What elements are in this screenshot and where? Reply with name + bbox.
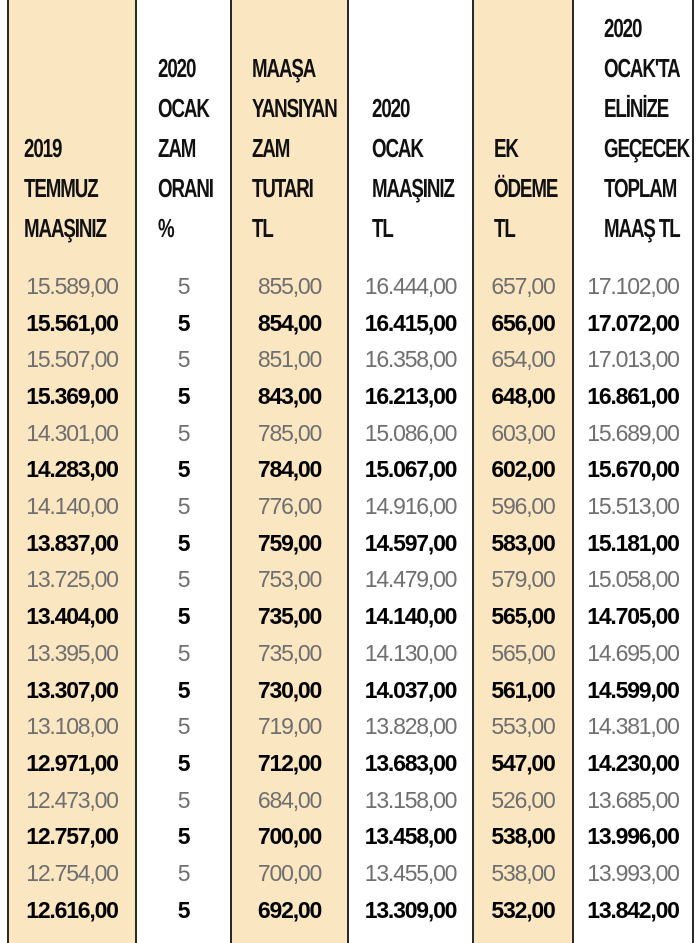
cell-total: 13.996,00 (587, 823, 679, 850)
header-line: MAAŞINIZ (372, 173, 454, 203)
header-line: EK (494, 133, 518, 163)
cell-rate: 5 (177, 382, 190, 409)
cell-2020-salary: 15.086,00 (364, 419, 457, 446)
cell-2020-salary: 16.415,00 (364, 309, 457, 336)
header-line: MAAŞA (252, 53, 316, 83)
header-line: OCAK (372, 133, 423, 163)
cell-raise-amount: 719,00 (257, 713, 322, 740)
header-2019-temmuz-maasiniz (16, 0, 134, 248)
header-line: TL (372, 213, 393, 243)
cell-extra-payment: 532,00 (491, 896, 555, 923)
cell-total: 17.013,00 (587, 346, 679, 373)
cell-2020-salary: 16.444,00 (364, 272, 457, 299)
header-line: 2020 (372, 93, 410, 123)
table-row (0, 598, 700, 635)
table-row (0, 341, 700, 378)
header-line: TL (252, 213, 273, 243)
cell-extra-payment: 538,00 (491, 860, 555, 887)
cell-total: 14.599,00 (587, 676, 679, 703)
cell-2019-salary: 13.404,00 (26, 603, 118, 630)
cell-2019-salary: 13.837,00 (26, 529, 118, 556)
header-line: ÖDEME (494, 173, 558, 203)
header-2020-ocak-zam-orani (150, 0, 232, 248)
cell-2019-salary: 14.283,00 (26, 456, 118, 483)
table-row (0, 892, 700, 929)
cell-extra-payment: 526,00 (491, 786, 555, 813)
table-row (0, 305, 700, 342)
header-line: OCAK'TA (604, 53, 680, 83)
cell-raise-amount: 730,00 (257, 676, 322, 703)
cell-extra-payment: 561,00 (491, 676, 555, 703)
cell-extra-payment: 656,00 (491, 309, 555, 336)
cell-total: 13.993,00 (587, 860, 679, 887)
header-line: ZAM (252, 133, 290, 163)
cell-rate: 5 (177, 896, 190, 923)
cell-2020-salary: 13.458,00 (364, 823, 457, 850)
header-line: ORANI (158, 173, 213, 203)
cell-raise-amount: 692,00 (257, 896, 322, 923)
cell-2020-salary: 16.358,00 (364, 346, 457, 373)
cell-raise-amount: 784,00 (257, 456, 322, 483)
table-row (0, 452, 700, 489)
cell-extra-payment: 602,00 (491, 456, 555, 483)
table-row (0, 745, 700, 782)
cell-rate: 5 (177, 786, 190, 813)
table-row (0, 855, 700, 892)
cell-2020-salary: 14.037,00 (364, 676, 457, 703)
cell-raise-amount: 700,00 (257, 860, 322, 887)
cell-total: 14.230,00 (587, 749, 679, 776)
cell-2019-salary: 12.616,00 (26, 896, 118, 923)
cell-2020-salary: 13.828,00 (364, 713, 457, 740)
cell-rate: 5 (177, 566, 190, 593)
table-row (0, 708, 700, 745)
cell-raise-amount: 735,00 (257, 603, 322, 630)
cell-raise-amount: 855,00 (257, 272, 322, 299)
cell-2019-salary: 15.589,00 (26, 272, 118, 299)
header-line: MAAŞINIZ (24, 213, 106, 243)
cell-2019-salary: 13.307,00 (26, 676, 118, 703)
cell-2020-salary: 13.683,00 (364, 749, 457, 776)
cell-extra-payment: 565,00 (491, 603, 555, 630)
header-line: ZAM (158, 133, 196, 163)
header-2020-ocak-maasiniz (364, 0, 472, 248)
cell-rate: 5 (177, 309, 190, 336)
cell-raise-amount: 759,00 (257, 529, 322, 556)
cell-total: 15.513,00 (587, 493, 679, 520)
cell-extra-payment: 603,00 (491, 419, 555, 446)
header-line: ELİNİZE (604, 93, 669, 123)
cell-2019-salary: 15.369,00 (26, 382, 118, 409)
cell-extra-payment: 565,00 (491, 639, 555, 666)
cell-rate: 5 (177, 529, 190, 556)
cell-rate: 5 (177, 713, 190, 740)
cell-2020-salary: 13.309,00 (364, 896, 457, 923)
header-line: 2020 (158, 53, 196, 83)
header-line: 2019 (24, 133, 62, 163)
cell-raise-amount: 712,00 (257, 749, 322, 776)
table-row (0, 525, 700, 562)
table-row (0, 782, 700, 819)
cell-total: 16.861,00 (587, 382, 679, 409)
cell-raise-amount: 843,00 (257, 382, 322, 409)
cell-2020-salary: 13.455,00 (364, 860, 457, 887)
header-ek-odeme (486, 0, 572, 248)
cell-2020-salary: 14.916,00 (364, 493, 457, 520)
cell-rate: 5 (177, 346, 190, 373)
cell-rate: 5 (177, 749, 190, 776)
cell-extra-payment: 547,00 (491, 749, 555, 776)
table-row (0, 488, 700, 525)
cell-raise-amount: 851,00 (257, 346, 322, 373)
cell-raise-amount: 785,00 (257, 419, 322, 446)
table-row (0, 562, 700, 599)
cell-2019-salary: 13.108,00 (26, 713, 118, 740)
cell-total: 17.102,00 (587, 272, 679, 299)
cell-total: 15.058,00 (587, 566, 679, 593)
cell-2019-salary: 12.754,00 (26, 860, 118, 887)
header-maasa-yansiyan-zam-tutari (244, 0, 348, 248)
cell-extra-payment: 553,00 (491, 713, 555, 740)
header-line: MAAŞ TL (604, 213, 680, 243)
cell-extra-payment: 648,00 (491, 382, 555, 409)
cell-2020-salary: 14.130,00 (364, 639, 457, 666)
cell-total: 17.072,00 (587, 309, 679, 336)
cell-total: 14.695,00 (587, 639, 679, 666)
cell-extra-payment: 579,00 (491, 566, 555, 593)
cell-rate: 5 (177, 603, 190, 630)
cell-rate: 5 (177, 419, 190, 446)
header-line: GEÇECEK (604, 133, 690, 163)
cell-total: 13.685,00 (587, 786, 679, 813)
table-row (0, 635, 700, 672)
cell-extra-payment: 654,00 (491, 346, 555, 373)
cell-extra-payment: 596,00 (491, 493, 555, 520)
cell-2019-salary: 15.507,00 (26, 346, 118, 373)
header-line: OCAK (158, 93, 209, 123)
cell-2019-salary: 13.725,00 (26, 566, 118, 593)
cell-rate: 5 (177, 456, 190, 483)
cell-extra-payment: 538,00 (491, 823, 555, 850)
header-line: TOPLAM (604, 173, 677, 203)
table-row (0, 415, 700, 452)
cell-2020-salary: 14.597,00 (364, 529, 457, 556)
cell-2020-salary: 15.067,00 (364, 456, 457, 483)
cell-2019-salary: 13.395,00 (26, 639, 118, 666)
cell-total: 14.381,00 (587, 713, 679, 740)
cell-total: 14.705,00 (587, 603, 679, 630)
cell-rate: 5 (177, 639, 190, 666)
header-line: TEMMUZ (24, 173, 98, 203)
cell-total: 13.842,00 (587, 896, 679, 923)
cell-extra-payment: 657,00 (491, 272, 555, 299)
cell-2019-salary: 15.561,00 (26, 309, 118, 336)
header-line: % (158, 213, 174, 243)
cell-2019-salary: 14.140,00 (26, 493, 118, 520)
header-line: TUTARI (252, 173, 313, 203)
cell-2019-salary: 12.757,00 (26, 823, 118, 850)
cell-2019-salary: 14.301,00 (26, 419, 118, 446)
cell-raise-amount: 684,00 (257, 786, 322, 813)
cell-2020-salary: 14.479,00 (364, 566, 457, 593)
header-line: 2020 (604, 13, 642, 43)
table-row (0, 378, 700, 415)
cell-2020-salary: 13.158,00 (364, 786, 457, 813)
cell-raise-amount: 700,00 (257, 823, 322, 850)
cell-2019-salary: 12.473,00 (26, 786, 118, 813)
cell-total: 15.670,00 (587, 456, 679, 483)
cell-2019-salary: 12.971,00 (26, 749, 118, 776)
cell-raise-amount: 776,00 (257, 493, 322, 520)
cell-raise-amount: 735,00 (257, 639, 322, 666)
cell-rate: 5 (177, 860, 190, 887)
header-toplam-maas (596, 0, 692, 248)
cell-2020-salary: 14.140,00 (364, 603, 457, 630)
table-row (0, 268, 700, 305)
cell-total: 15.689,00 (587, 419, 679, 446)
cell-rate: 5 (177, 676, 190, 703)
cell-2020-salary: 16.213,00 (364, 382, 457, 409)
cell-rate: 5 (177, 493, 190, 520)
header-line: TL (494, 213, 515, 243)
table-row (0, 672, 700, 709)
cell-raise-amount: 854,00 (257, 309, 322, 336)
cell-raise-amount: 753,00 (257, 566, 322, 593)
cell-total: 15.181,00 (587, 529, 679, 556)
table-row (0, 819, 700, 856)
cell-rate: 5 (177, 272, 190, 299)
cell-extra-payment: 583,00 (491, 529, 555, 556)
cell-rate: 5 (177, 823, 190, 850)
header-line: YANSIYAN (252, 93, 337, 123)
